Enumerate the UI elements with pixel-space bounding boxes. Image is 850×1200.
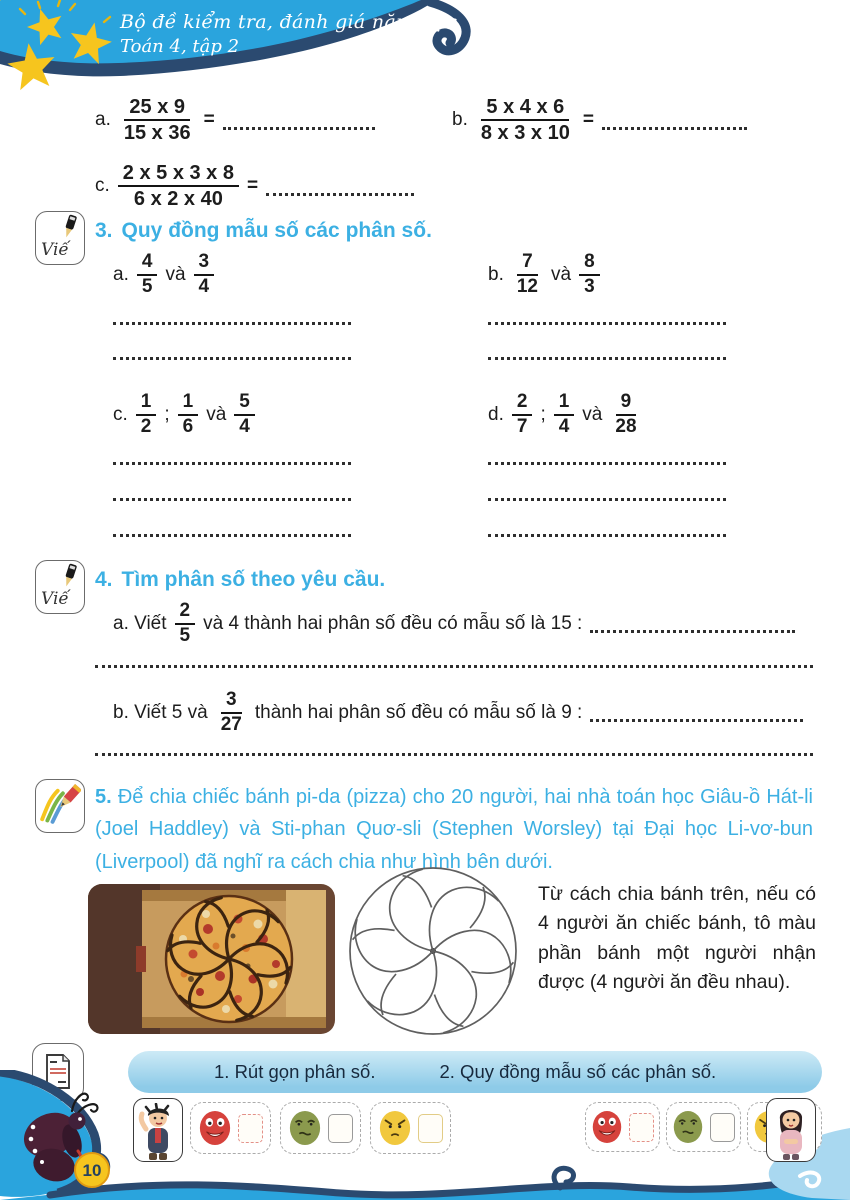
answer-line (113, 498, 351, 501)
girl-icon (769, 1103, 813, 1161)
question-4-title (95, 568, 385, 592)
write-task-icon (35, 560, 85, 614)
equals-sign: = (203, 109, 215, 130)
answer-line (95, 753, 813, 756)
header (120, 11, 457, 57)
fraction-numerator: 9 (616, 392, 637, 416)
colored-pencil-icon (37, 782, 81, 828)
fraction-numerator: 1 (554, 392, 575, 416)
icon-label: Viế (41, 589, 69, 609)
item-label: c. (113, 403, 128, 425)
coloring-task-icon (35, 779, 85, 833)
fraction-denominator: 4 (198, 275, 210, 297)
fraction (554, 392, 575, 438)
fraction-numerator: 3 (194, 252, 215, 276)
q4-item-b (113, 690, 803, 736)
rating-option-sad (370, 1102, 451, 1154)
fraction (119, 96, 196, 144)
fraction-numerator: 4 (137, 252, 158, 276)
pizza-photo (88, 884, 335, 1034)
item-text: a. Viết (113, 612, 167, 634)
lesson-summary-bar (128, 1051, 822, 1093)
q4-item-a (113, 601, 795, 647)
fraction-numerator: 7 (517, 252, 538, 276)
equals-sign: = (246, 175, 259, 196)
fraction-numerator: 2 (175, 601, 196, 625)
fraction-denominator: 2 (140, 415, 152, 437)
write-task-icon (35, 211, 85, 265)
fraction-denominator: 7 (516, 415, 528, 437)
rating-option-neutral (666, 1102, 741, 1152)
equals-sign: = (582, 109, 594, 130)
question-number: 5. (95, 786, 112, 808)
item-label: a. (113, 263, 129, 285)
answer-line (223, 127, 375, 130)
simplify-item-a (95, 96, 375, 144)
pen-icon (60, 563, 80, 593)
fraction-numerator: 3 (221, 690, 242, 714)
rating-option-happy (585, 1102, 660, 1152)
item-text: và 4 thành hai phân số đều có mẫu số là 15 : (203, 612, 583, 634)
question-number: 4. (95, 568, 113, 591)
separator: và (551, 263, 572, 285)
fraction (234, 392, 255, 438)
happy-face-icon (198, 1108, 232, 1148)
butterfly-icon (20, 1083, 120, 1191)
fraction-numerator: 5 (234, 392, 255, 416)
item-label: b. (488, 263, 504, 285)
fraction-denominator: 15 x 36 (123, 122, 191, 144)
fraction-numerator: 2 x 5 x 3 x 8 (118, 162, 239, 187)
answer-line (113, 534, 351, 537)
header-series-title: Bộ đề kiểm tra, đánh giá năng lực (120, 11, 458, 33)
fraction (216, 690, 247, 736)
separator: và (165, 263, 186, 285)
q3-item-a (113, 252, 214, 298)
fraction (512, 392, 533, 438)
fraction-denominator: 12 (516, 275, 538, 297)
answer-line (95, 665, 813, 668)
fraction-denominator: 3 (584, 275, 595, 297)
answer-line (113, 462, 351, 465)
fraction (175, 601, 196, 647)
fraction-denominator: 27 (220, 713, 242, 735)
happy-face-icon (591, 1108, 623, 1146)
neutral-face-icon (288, 1108, 322, 1148)
neutral-face-icon (672, 1108, 704, 1146)
fraction (579, 252, 600, 298)
fraction (137, 252, 158, 298)
question-text: Quy đồng mẫu số các phân số. (121, 219, 432, 242)
fraction (476, 96, 575, 144)
fraction-numerator: 1 (178, 392, 199, 416)
rating-checkbox-neutral[interactable] (328, 1114, 353, 1143)
rating-option-neutral (280, 1102, 361, 1154)
separator: và (582, 403, 603, 425)
answer-line (113, 322, 351, 325)
summary-item-2: 2. Quy đồng mẫu số các phân số. (439, 1061, 717, 1082)
rating-checkbox-neutral[interactable] (710, 1113, 735, 1142)
item-label: a. (95, 109, 111, 130)
item-label: d. (488, 403, 504, 425)
answer-line (590, 719, 803, 722)
fraction (178, 392, 199, 438)
fraction-numerator: 8 (579, 252, 600, 276)
boy-icon (136, 1103, 180, 1161)
rating-checkbox-happy[interactable] (629, 1113, 654, 1142)
answer-line (488, 534, 726, 537)
item-text: b. Viết 5 và (113, 701, 208, 723)
fraction-denominator: 8 x 3 x 10 (480, 122, 570, 144)
fraction-numerator: 1 (136, 392, 157, 416)
q3-item-d (488, 392, 642, 438)
answer-line (266, 193, 414, 196)
answer-line (488, 462, 726, 465)
separator: ; (164, 403, 170, 425)
question-3-title (95, 219, 432, 243)
simplify-item-b (452, 96, 747, 144)
separator: và (206, 403, 227, 425)
q3-item-c (113, 392, 255, 438)
summary-item-1: 1. Rút gọn phân số. (214, 1061, 376, 1082)
sad-face-icon (378, 1108, 412, 1148)
q3-item-b (488, 252, 600, 298)
answer-line (602, 127, 747, 130)
fraction-numerator: 25 x 9 (124, 96, 190, 121)
item-text: thành hai phân số đều có mẫu số là 9 : (254, 701, 583, 723)
student-boy-avatar (133, 1098, 183, 1162)
fraction-denominator: 6 x 2 x 40 (133, 188, 223, 210)
answer-line (590, 630, 795, 633)
answer-line (488, 357, 726, 360)
fraction-denominator: 6 (182, 415, 194, 437)
rating-option-happy (190, 1102, 271, 1154)
item-label: b. (452, 109, 468, 130)
fraction (136, 392, 157, 438)
rating-checkbox-sad[interactable] (418, 1114, 443, 1143)
fraction (194, 252, 215, 298)
answer-line (113, 357, 351, 360)
question-text: Tìm phân số theo yêu cầu. (121, 568, 386, 591)
fraction-denominator: 5 (179, 624, 191, 646)
question-5-side-note: Từ cách chia bánh trên, nếu có 4 người ăn chiếc bánh, tô màu phần bánh một người nhận được (4 người ăn đều nhau). (538, 883, 816, 993)
fraction (118, 162, 239, 210)
student-girl-avatar (766, 1098, 816, 1162)
rating-group-left (190, 1102, 451, 1154)
page-number: 10 (82, 1161, 102, 1180)
fraction-numerator: 2 (512, 392, 533, 416)
question-text: Để chia chiếc bánh pi-da (pizza) cho 20 người, hai nhà toán học Giâu-ồ Hát-li (Joel Haddley) và Sti-phan Quơ-sli (Stephen Worsley) tại Đại học Li-vơ-bun (Liverpool) đã nghĩ ra cách chia như hình bên dưới. (95, 786, 813, 873)
question-number: 3. (95, 219, 113, 242)
fraction (512, 252, 543, 298)
fraction-numerator: 5 x 4 x 6 (481, 96, 569, 121)
fraction-denominator: 28 (615, 415, 637, 437)
separator: ; (540, 403, 546, 425)
answer-line (488, 322, 726, 325)
fraction-denominator: 4 (558, 415, 570, 437)
answer-line (488, 498, 726, 501)
rating-checkbox-happy[interactable] (238, 1114, 263, 1143)
icon-label: Viế (41, 240, 69, 260)
pizza-division-diagram (338, 863, 528, 1041)
fraction (610, 392, 641, 438)
pen-icon (60, 214, 80, 244)
simplify-item-c (95, 162, 414, 210)
fraction-denominator: 4 (239, 415, 250, 437)
item-label: c. (95, 175, 110, 196)
header-book-title: Toán 4, tập 2 (120, 36, 240, 57)
fraction-denominator: 5 (141, 275, 153, 297)
